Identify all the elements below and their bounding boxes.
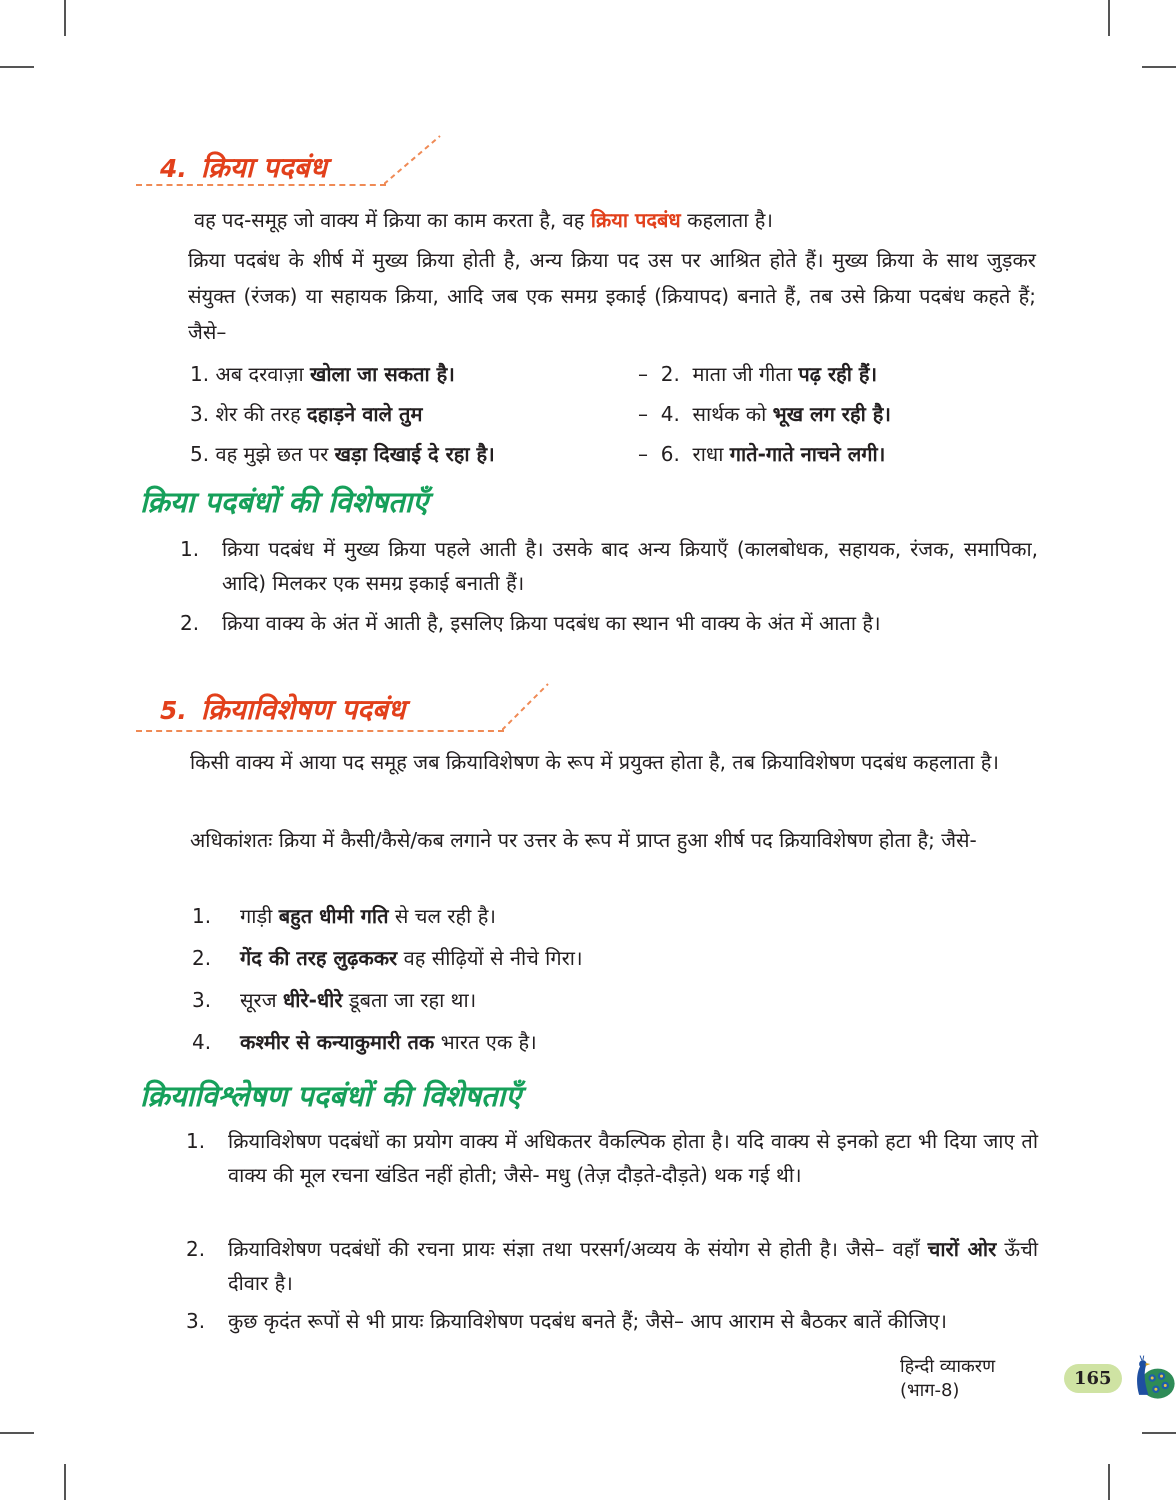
section-5-para: अधिकांशतः क्रिया में कैसी/कैसे/कब लगाने पर उत्तर के रूप में प्राप्त हुआ शीर्ष पद क्रियाविशेषण होता है; जैसे-: [190, 828, 977, 852]
example-row: 3. शेर की तरह दहाड़ने वाले तुम: [190, 402, 423, 426]
section-number: 5.: [160, 696, 187, 725]
example-row: 1. अब दरवाज़ा खोला जा सकता है।: [190, 362, 455, 386]
list-item: 2. क्रियाविशेषण पदबंधों की रचना प्रायः संज्ञा तथा परसर्ग/अव्यय के संयोग से होती है। जैसे– वहाँ चारों ओर ऊँची दीवार है।: [186, 1237, 1038, 1295]
page-number: 165: [1064, 1364, 1122, 1393]
book-title: हिन्दी व्याकरण (भाग-8): [900, 1356, 996, 1401]
section-5-heading: [160, 690, 405, 728]
section-title: क्रियाविशेषण पदबंध: [200, 693, 406, 726]
section-underline-slant: [384, 134, 444, 186]
example-row: 5. वह मुझे छत पर खड़ा दिखाई दे रहा है।: [190, 442, 495, 466]
section-underline-slant: [502, 682, 552, 732]
section-4-intro: वह पद-समूह जो वाक्य में क्रिया का काम करता है, वह क्रिया पदबंध कहलाता है।: [194, 208, 773, 232]
key-term: क्रिया पदबंध: [590, 208, 681, 232]
list-item: 1. क्रियाविशेषण पदबंधों का प्रयोग वाक्य में अधिकतर वैकल्पिक होता है। यदि वाक्य से इनको हटा भी दिया जाए तो वाक्य की मूल रचना खंडित नहीं होती; जैसे- मधु (तेज़ दौड़ते-दौड़ते) थक गई थी।: [186, 1129, 1038, 1187]
features-heading: क्रियाविश्लेषण पदबंधों की विशेषताएँ: [140, 1079, 522, 1113]
peacock-icon: [1126, 1352, 1176, 1404]
page-footer: [900, 1352, 1176, 1404]
list-item: 1. क्रिया पदबंध में मुख्य क्रिया पहले आती है। उसके बाद अन्य क्रियाएँ (कालबोधक, सहायक, रंजक, समापिका, आदि) मिलकर एक समग्र इकाई बनाती हैं।: [180, 537, 1038, 595]
section-underline: [136, 184, 386, 186]
section-5-para: किसी वाक्य में आया पद समूह जब क्रियाविशेषण के रूप में प्रयुक्त होता है, तब क्रियाविशेषण पदबंध कहलाता है।: [190, 750, 999, 774]
example-row: 2. गेंद की तरह लुढ़ककर वह सीढ़ियों से नीचे गिरा।: [192, 946, 583, 970]
list-item: 2. क्रिया वाक्य के अंत में आती है, इसलिए क्रिया पदबंध का स्थान भी वाक्य के अंत में आता है।: [180, 611, 881, 635]
section-4-body: क्रिया पदबंध के शीर्ष में मुख्य क्रिया होती है, अन्य क्रिया पद उस पर आश्रित होते हैं। मुख्य क्रिया के साथ जुड़कर संयुक्त (रंजक) या सहायक क्रिया, आदि जब एक समग्र इकाई (क्रियापद) बनाते हैं, तब उसे क्रिया पदबंध कहते हैं; जैसे–: [188, 248, 1036, 344]
example-row: 3. सूरज धीरे-धीरे डूबता जा रहा था।: [192, 988, 477, 1012]
example-row: – 4. सार्थक को भूख लग रही है।: [638, 402, 891, 426]
section-4-heading: [160, 148, 327, 186]
example-row: 4. कश्मीर से कन्याकुमारी तक भारत एक है।: [192, 1030, 537, 1054]
list-item: 3. कुछ कृदंत रूपों से भी प्रायः क्रियाविशेषण पदबंध बनते हैं; जैसे– आप आराम से बैठकर बातें कीजिए।: [186, 1309, 947, 1333]
section-title: क्रिया पदबंध: [200, 151, 327, 184]
example-row: – 6. राधा गाते-गाते नाचने लगी।: [638, 442, 886, 466]
example-row: 1. गाड़ी बहुत धीमी गति से चल रही है।: [192, 904, 496, 928]
section-number: 4.: [160, 154, 187, 183]
features-heading: क्रिया पदबंधों की विशेषताएँ: [140, 485, 429, 519]
section-underline: [136, 730, 504, 732]
example-row: – 2. माता जी गीता पढ़ रही हैं।: [638, 362, 878, 386]
